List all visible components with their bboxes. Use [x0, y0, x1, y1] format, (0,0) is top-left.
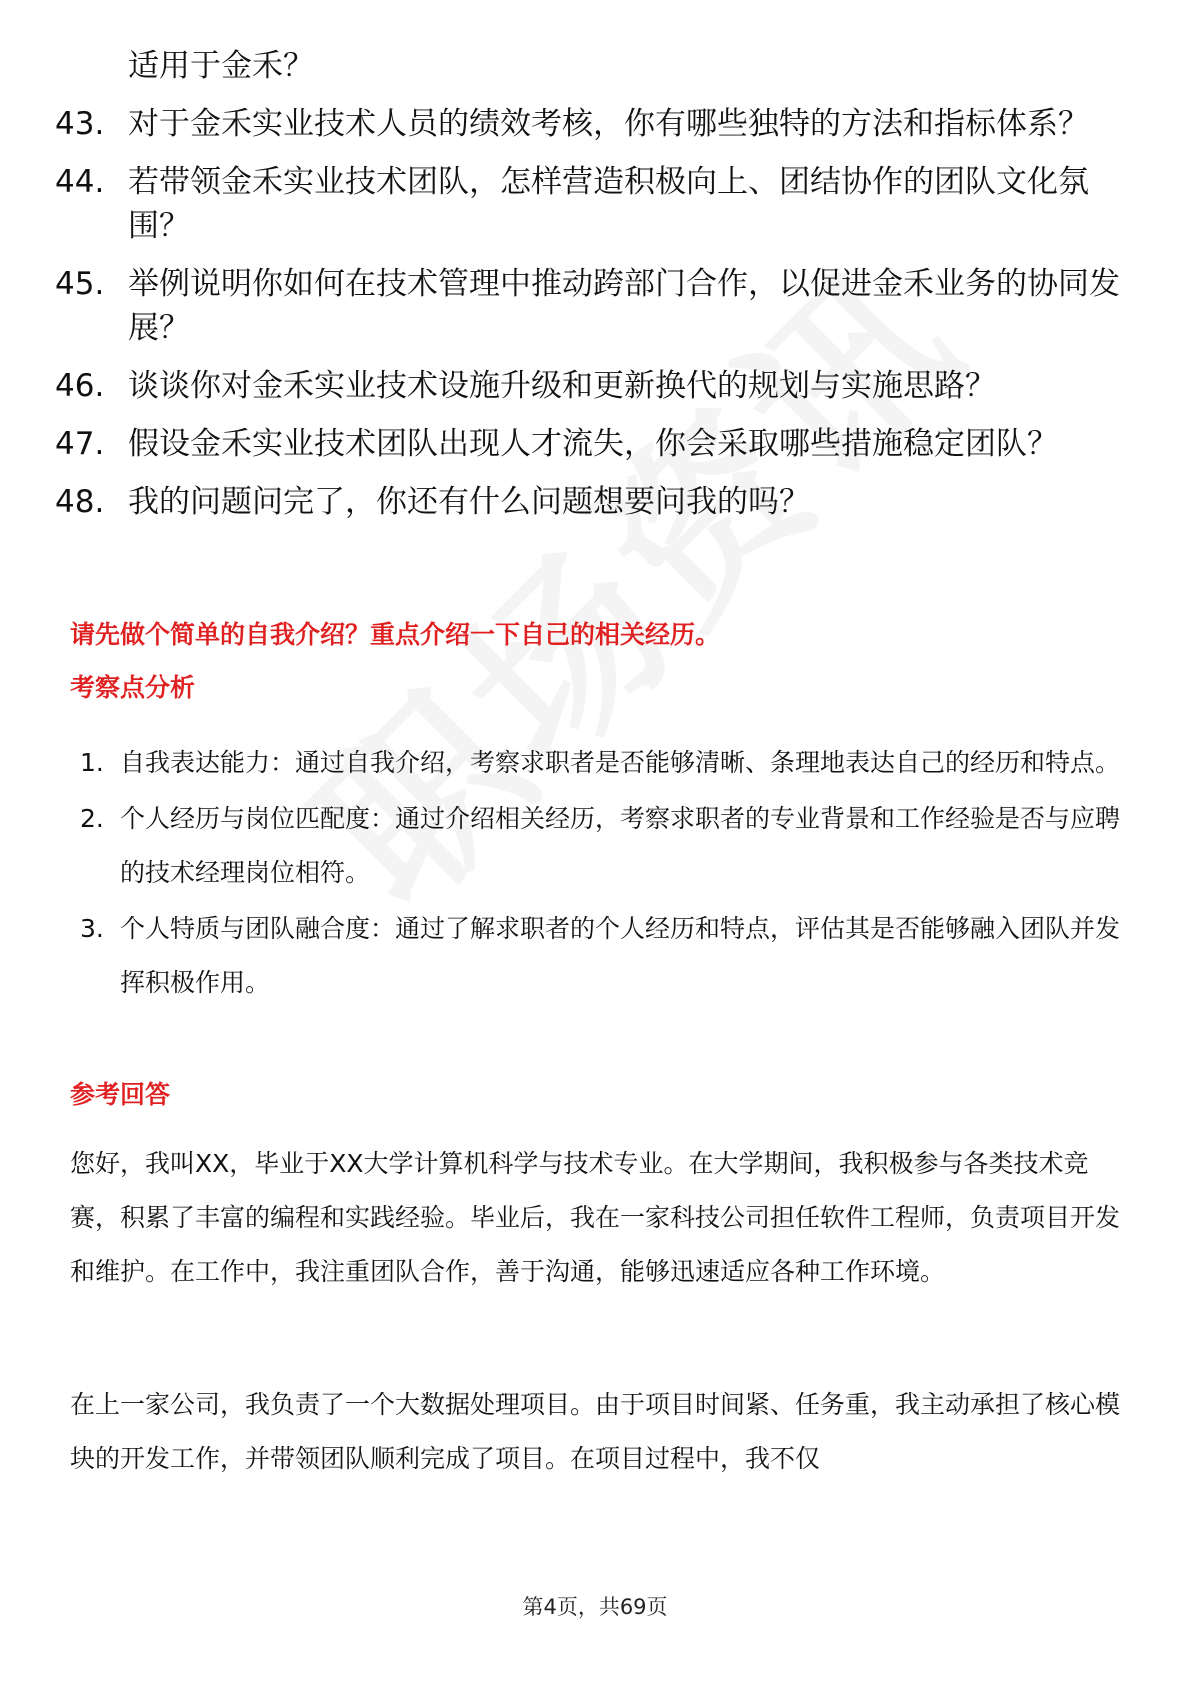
question-text: 若带领金禾实业技术团队，怎样营造积极向上、团结协作的团队文化氛围？	[128, 164, 1089, 244]
answer-heading: 参考回答	[70, 1080, 171, 1109]
analysis-number: 2.	[80, 804, 104, 833]
question-item	[55, 160, 1135, 248]
question-text: 谈谈你对金禾实业技术设施升级和更新换代的规划与实施思路？	[128, 368, 996, 404]
question-item	[55, 102, 1135, 146]
section-question: 请先做个简单的自我介绍？重点介绍一下自己的相关经历。	[70, 620, 721, 649]
analysis-text: 个人特质与团队融合度：通过了解求职者的个人经历和特点，评估其是否能够融入团队并发挥积极作用。	[120, 914, 1121, 997]
question-number: 43.	[55, 106, 105, 142]
question-number: 45.	[55, 266, 105, 302]
question-text: 对于金禾实业技术人员的绩效考核，你有哪些独特的方法和指标体系？	[128, 106, 1089, 142]
question-item	[55, 480, 1135, 524]
question-number: 44.	[55, 164, 105, 200]
question-item	[55, 422, 1135, 466]
page-footer: 第4页，共69页	[522, 1595, 668, 1619]
question-text: 假设金禾实业技术团队出现人才流失，你会采取哪些措施稳定团队？	[128, 426, 1058, 462]
analysis-item	[80, 736, 1130, 790]
question-text: 举例说明你如何在技术管理中推动跨部门合作，以促进金禾业务的协同发展？	[128, 266, 1120, 346]
analysis-list	[80, 736, 1130, 1012]
answer-paragraph: 在上一家公司，我负责了一个大数据处理项目。由于项目时间紧、任务重，我主动承担了核心模块的开发工作，并带领团队顺利完成了项目。在项目过程中，我不仅	[70, 1390, 1121, 1473]
analysis-item	[80, 902, 1130, 1010]
analysis-item	[80, 792, 1130, 900]
question-item	[55, 364, 1135, 408]
question-number: 47.	[55, 426, 105, 462]
analysis-number: 1.	[80, 748, 104, 777]
question-number: 48.	[55, 484, 105, 520]
analysis-number: 3.	[80, 914, 104, 943]
question-item	[55, 262, 1135, 350]
analysis-text: 个人经历与岗位匹配度：通过介绍相关经历，考察求职者的专业背景和工作经验是否与应聘的技术经理岗位相符。	[120, 804, 1121, 887]
analysis-heading: 考察点分析	[70, 673, 196, 702]
question-continuation: 适用于金禾？	[128, 48, 314, 84]
question-number: 46.	[55, 368, 105, 404]
analysis-text: 自我表达能力：通过自我介绍，考察求职者是否能够清晰、条理地表达自己的经历和特点。	[120, 748, 1121, 777]
question-list	[55, 44, 1135, 538]
question-text: 我的问题问完了，你还有什么问题想要问我的吗？	[128, 484, 810, 520]
answer-paragraph: 您好，我叫XX，毕业于XX大学计算机科学与技术专业。在大学期间，我积极参与各类技术竞赛，积累了丰富的编程和实践经验。毕业后，我在一家科技公司担任软件工程师，负责项目开发和维护。在工作中，我注重团队合作，善于沟通，能够迅速适应各种工作环境。	[70, 1149, 1121, 1286]
